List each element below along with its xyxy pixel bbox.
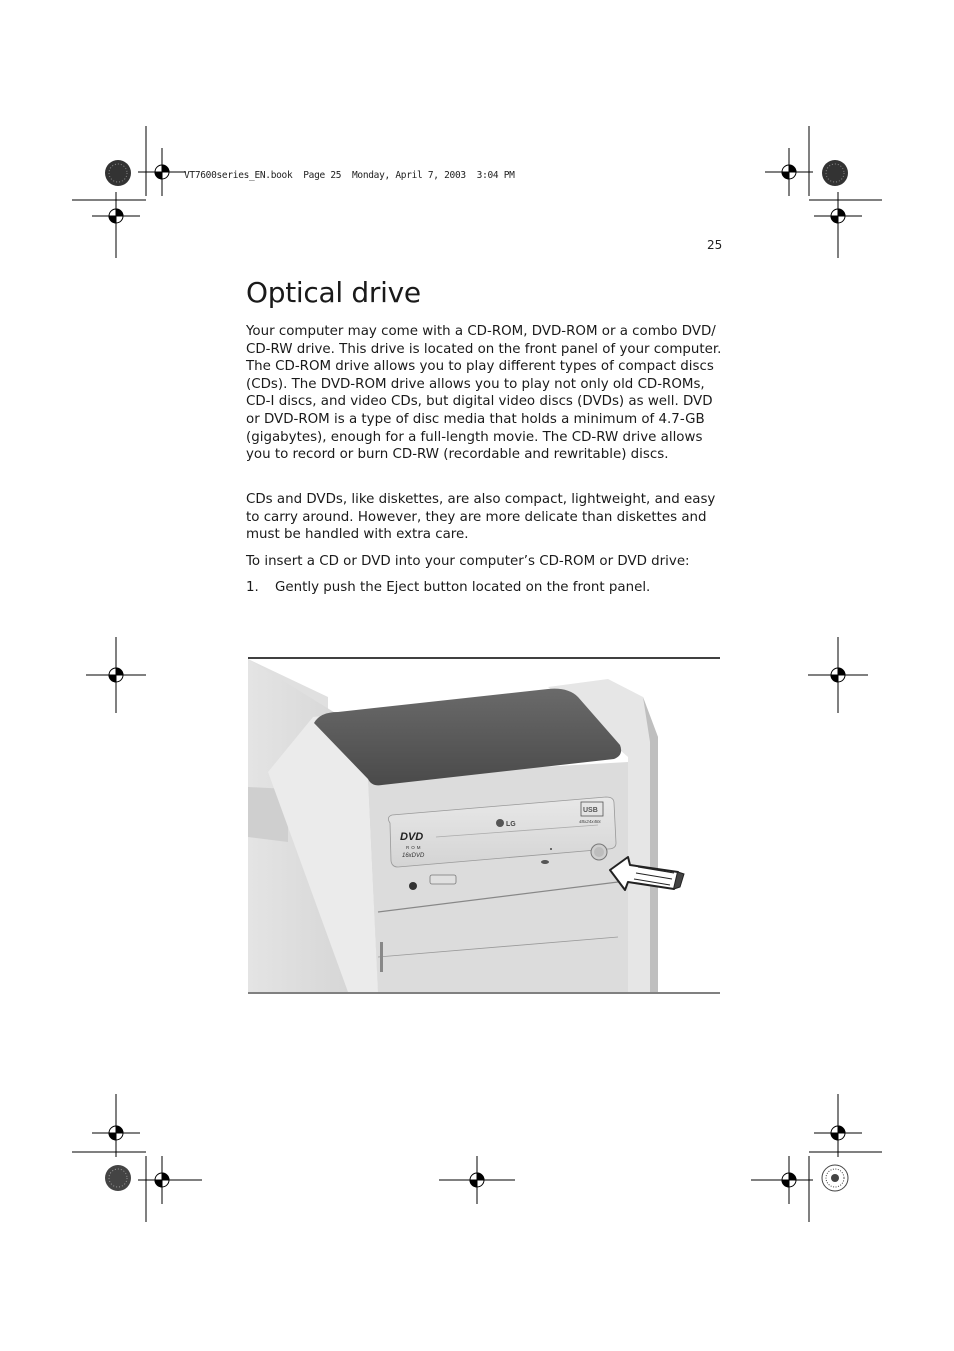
dvd-logo: DVD	[400, 831, 424, 843]
lg-logo-icon	[496, 819, 504, 827]
step-number: 1.	[246, 580, 259, 595]
rw-speed: 48x24x48x	[579, 819, 601, 824]
rw-logo: USB	[583, 807, 598, 814]
care-paragraph: CDs and DVDs, like diskettes, are also compact, lightweight, and easy to carry around. However, they are more delicate than diskettes and must be handled with extra care.	[246, 492, 716, 543]
activity-led	[541, 860, 549, 864]
brand-logo: LG	[506, 821, 516, 828]
page-title: Optical drive	[246, 276, 421, 309]
page-number: 25	[707, 238, 723, 252]
intro-paragraph: Your computer may come with a CD-ROM, DVD-ROM or a combo DVD/ CD-RW drive. This drive is located on the front panel of your computer. The CD-ROM drive allows you to play different types of compact discs (CDs). The DVD-ROM drive allows you to play not only old CD-ROMs, CD-I discs, and video CDs, but digital video discs (DVDs) as well. DVD or DVD-ROM is a type of disc media that holds a minimum of 4.7-GB (gigabytes), enough for a full-length movie. The CD-RW drive allows you to record or burn CD-RW (recordable and rewritable) discs.	[246, 324, 722, 463]
volume-slider	[430, 875, 456, 884]
print-header: VT7600series_EN.book Page 25 Monday, April 7, 2003 3:04 PM	[184, 170, 515, 181]
insert-instructions: To insert a CD or DVD into your computer’s CD-ROM or DVD drive:	[246, 554, 690, 569]
step-list-item	[246, 579, 650, 597]
dvd-logo-rom: ROM	[406, 845, 423, 850]
drive-speed: 16xDVD	[402, 853, 425, 859]
step-text: Gently push the Eject button located on the front panel.	[275, 580, 651, 595]
optical-drive-figure	[248, 657, 720, 995]
headphone-jack	[409, 882, 417, 890]
